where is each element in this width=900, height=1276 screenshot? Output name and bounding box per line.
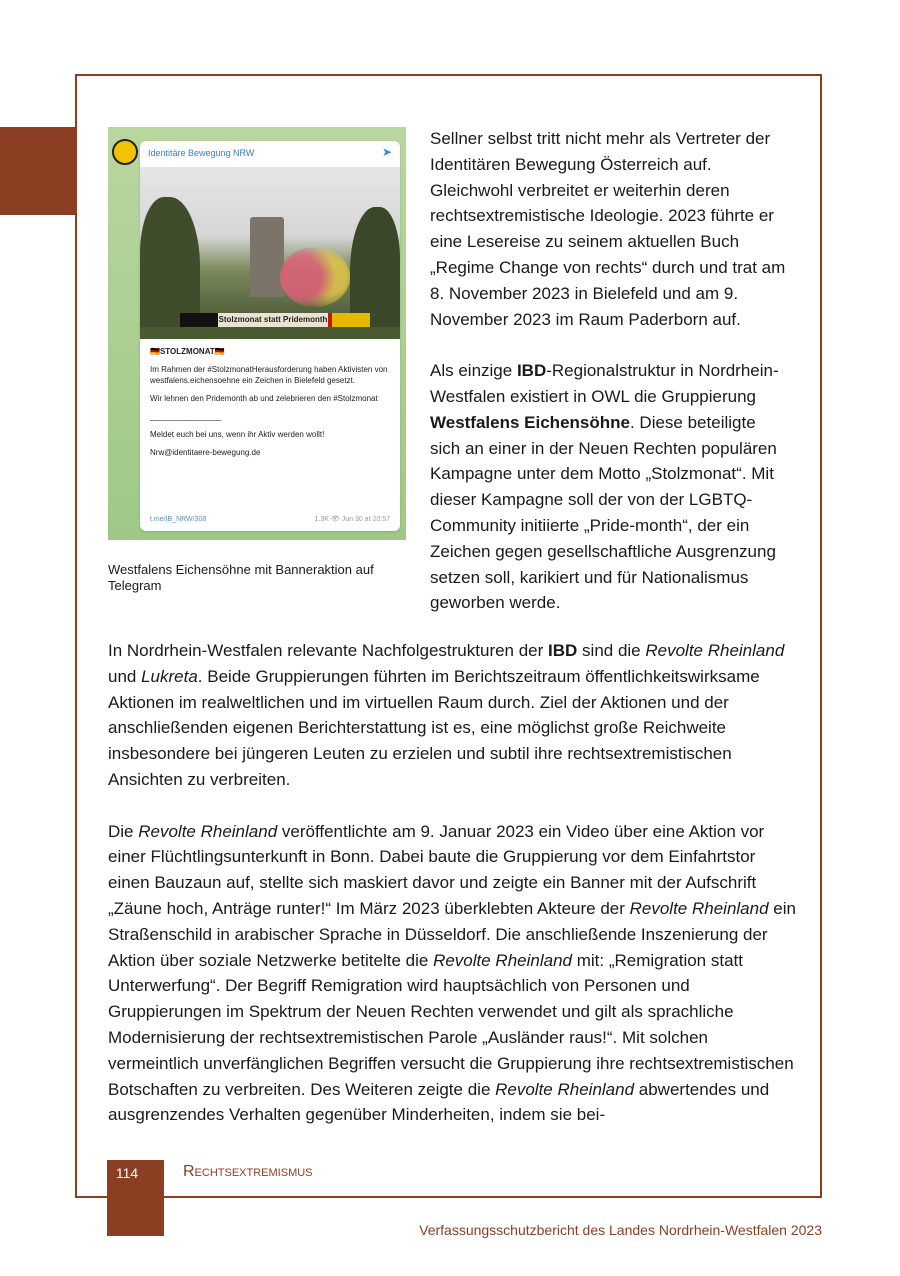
paragraph: Die Revolte Rheinland veröffentlichte am 9. Januar 2023 ein Video über eine Aktion vor einer Flüchtlingsunterkunft in Bonn. Dabei baute die Gruppierung vor dem Einfahrtstor einen Bauzaun auf, stellte sich maskiert davor und zeigte ein Banner mit der Aufschrift „Zäune hoch, Anträge runter!“ Im März 2023 überklebten Akteure der Revolte Rheinland ein Straßenschild in arabischer Sprache in Düsseldorf. Die anschließende Inszenierung der Aktion über soziale Netzwerke betitelte die Revolte Rheinland mit: „Remigration statt Unterwerfung“. Der Begriff Remigration wird hauptsächlich von Personen und Gruppierungen im Spektrum der Neuen Rechten verwendet und gilt als sprachliche Modernisierung der rechtsextremistischen Parole „Ausländer raus!“. Mit solchen vermeintlich unverfänglichen Begriffen versucht die Gruppierung ihre rechtsextremistischen Botschaften zu verbreiten. Des Weiteren zeigte die Revolte Rheinland abwertendes und ausgrenzendes Verhalten gegenüber Minderheiten, indem sie bei- [108,821,796,1125]
figure-caption: Westfalens Eichensöhne mit Banneraktion auf Telegram [108,562,374,593]
right-column-text [430,126,790,642]
post-paragraph: Meldet euch bei uns, wenn ihr Aktiv werden wollt! [150,430,325,439]
post-photo [140,167,400,339]
identitarian-logo-icon [112,139,138,165]
section-title: Rechtsextremismus [183,1163,313,1180]
side-accent-bar [0,127,76,215]
post-divider: ________________ [150,412,222,421]
post-paragraph: Wir lehnen den Pridemonth ab und zelebrieren den #Stolzmonat [150,394,378,403]
post-text [150,346,390,465]
paragraph: In Nordrhein-Westfalen relevante Nachfolgestrukturen der IBD sind die Revolte Rheinland und Lukreta. Beide Gruppierungen führten im Berichtszeitraum öffentlichkeitswirksame Aktionen im realweltlichen und im virtuellen Raum durch. Ziel der Aktionen und der anschließenden eigenen Berichterstattung ist es, eine möglichst große Reichweite insbesondere bei jüngeren Leuten zu erzielen und subtil ihre rechtsextremistischen Ansichten zu verbreiten. [108,641,785,789]
body-text [108,638,798,1154]
smoke-image [280,247,350,307]
post-views-time: 1.3K 👁 Jun 30 at 20:57 [314,516,390,523]
telegram-screenshot-figure [108,127,406,540]
post-paragraph: Im Rahmen der #StolzmonatHerausforderung haben Aktivisten von westfalens.eichensoehne ein Zeichen in Bielefeld gesetzt. [150,365,388,385]
telegram-channel-name: Identitäre Bewegung NRW [148,148,255,158]
publication-title: Verfassungsschutzbericht des Landes Nordrhein-Westfalen 2023 [419,1222,822,1238]
post-heading: 🇩🇪STOLZMONAT🇩🇪 [150,347,225,356]
post-link: t.me/IB_NRW/308 [150,516,207,523]
tower-image [250,217,284,297]
telegram-icon: ➤ [381,145,392,159]
post-meta [150,516,390,523]
post-email: Nrw@identitaere-bewegung.de [150,448,261,457]
page-number: 114 [115,1165,139,1181]
telegram-post-card [140,141,400,531]
banner-text: Stolzmonat statt Pridemonth [218,313,328,327]
paragraph: Sellner selbst tritt nicht mehr als Vertreter der Identitären Bewegung Österreich auf. Gleichwohl verbreitet er weiterhin deren rechtsextremistische Ideologie. 2023 führte er eine Lesereise zu seinem aktuellen Buch „Regime Change von rechts“ durch und trat am 8. November 2023 in Bielefeld und am 9. November 2023 im Raum Paderborn auf. [430,129,786,329]
paragraph: Als einzige IBD-Regionalstruktur in Nordrhein-Westfalen existiert in OWL die Gruppierung Westfalens Eichensöhne. Diese beteiligte sich an einer in der Neuen Rechten populären Kampagne unter dem Motto „Stolzmonat“. Mit dieser Kampagne soll der von der LGBTQ-Community initiierte „Pride-month“, der ein Zeichen gegen gesellschaftliche Ausgrenzung setzen soll, karikiert und für Nationalismus geworben werde. [430,361,779,613]
